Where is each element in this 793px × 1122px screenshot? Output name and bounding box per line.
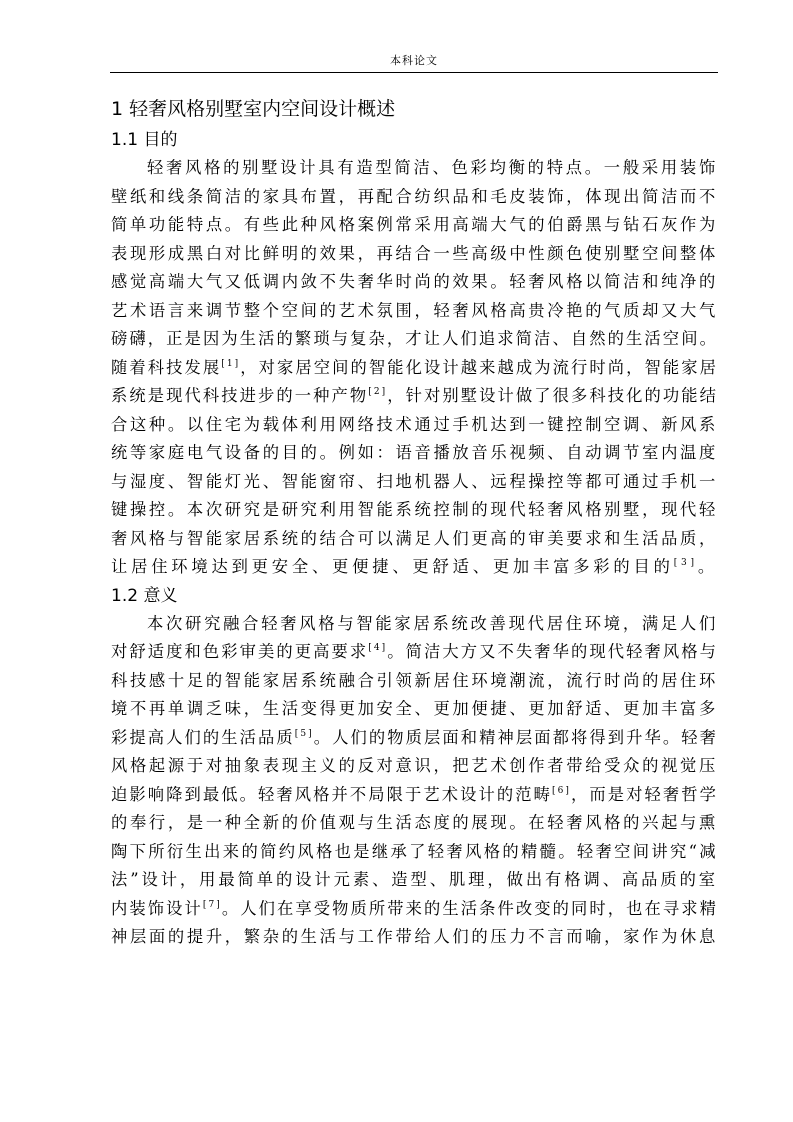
text-span: 对舒适度和色彩审美的更高要求 xyxy=(111,642,369,661)
text-span: 。 xyxy=(697,557,718,576)
text-line xyxy=(111,724,718,753)
text-span: 随着科技发展 xyxy=(111,357,222,377)
text-line xyxy=(111,895,718,924)
text-span: 。人们的物质层面和精神层面都将得到升华。轻奢 xyxy=(313,727,718,747)
text-line: 境不再单调乏味，生活变得更加安全、更加便捷、更加舒适、更加丰富多 xyxy=(111,699,718,718)
citation-ref: [6] xyxy=(551,785,571,796)
page-content xyxy=(111,94,718,952)
citation-ref: [1] xyxy=(221,358,241,369)
text-line: 法”设计，用最简单的设计元素、造型、肌理，做出有格调、高品质的室 xyxy=(111,870,718,889)
text-line: 与湿度、智能灯光、智能窗帘、扫地机器人、远程操控等都可通过手机一 xyxy=(111,471,718,491)
text-line: 的奉行，是一种全新的价值观与生活态度的展现。在轻奢风格的兴起与熏 xyxy=(111,813,718,832)
text-line: 风格起源于对抽象表现主义的反对意识，把艺术创作者带给受众的视觉压 xyxy=(111,756,718,775)
citation-ref: [7] xyxy=(202,899,222,910)
text-line: 键操控。本次研究是研究利用智能系统控制的现代轻奢风格别墅，现代轻 xyxy=(111,500,718,519)
text-line: 感觉高端大气又低调内敛不失奢华时尚的效果。轻奢风格以简洁和纯净的 xyxy=(111,272,718,291)
text-line: 合这种。以住宅为载体利用网络技术通过手机达到一键控制空调、新风系 xyxy=(111,414,718,434)
text-line: 简单功能特点。有些此种风格案例常采用高端大气的伯爵黑与钻石灰作为 xyxy=(111,215,718,234)
section-heading-purpose: 1.1 目的 xyxy=(111,130,178,150)
text-line: 科技感十足的智能家居系统融合引领新居住环境潮流，流行时尚的居住环 xyxy=(111,670,718,690)
citation-ref: [2] xyxy=(368,387,388,397)
section-body-purpose xyxy=(111,154,718,582)
citation-ref: [3] xyxy=(673,558,698,568)
text-line xyxy=(111,382,718,411)
text-span: ，针对别墅设计做了很多科技化的功能结 xyxy=(387,386,718,405)
text-span: 迫影响降到最低。轻奢风格并不局限于艺术设计的范畴 xyxy=(111,784,552,804)
citation-ref: [5] xyxy=(294,728,314,739)
text-line xyxy=(111,638,718,667)
text-span: 内装饰设计 xyxy=(111,898,203,918)
text-line: 表现形成黑白对比鲜明的效果，再结合一些高级中性颜色使别墅空间整体 xyxy=(111,243,718,263)
text-line: 磅礴，正是因为生活的繁琐与复杂，才让人们追求简洁、自然的生活空间。 xyxy=(111,329,718,348)
text-line: 陶下所衍生出来的简约风格也是继承了轻奢风格的精髓。轻奢空间讲究“减 xyxy=(111,841,718,861)
text-line xyxy=(111,781,718,810)
text-span: 彩提高人们的生活品质 xyxy=(111,727,295,747)
text-span: 。简洁大方又不失奢华的现代轻奢风格与 xyxy=(387,642,718,661)
chapter-heading: 1 轻奢风格别墅室内空间设计概述 xyxy=(111,98,396,120)
section-body-significance xyxy=(111,610,718,952)
section-heading-significance: 1.2 意义 xyxy=(111,585,178,606)
text-span: ，而是对轻奢哲学 xyxy=(571,784,718,804)
text-line: 轻奢风格的别墅设计具有造型简洁、色彩均衡的特点。一般采用装饰 xyxy=(147,158,718,177)
text-line: 艺术语言来调节整个空间的艺术氛围，轻奢风格高贵冷艳的气质却又大气 xyxy=(111,300,718,320)
citation-ref: [4] xyxy=(368,643,388,653)
text-line xyxy=(111,553,718,582)
text-line xyxy=(111,354,718,383)
header-rule xyxy=(110,72,718,73)
text-span: ，对家居空间的智能化设计越来越成为流行时尚，智能家居 xyxy=(240,357,718,377)
text-span: 系统是现代科技进步的一种产物 xyxy=(111,386,369,405)
text-span: 。人们在享受物质所带来的生活条件改变的同时，也在寻求精 xyxy=(221,898,718,918)
text-line: 本次研究融合轻奢风格与智能家居系统改善现代居住环境，满足人们 xyxy=(147,613,718,633)
text-line: 壁纸和线条简洁的家具布置，再配合纺织品和毛皮装饰，体现出简洁而不 xyxy=(111,186,718,206)
running-header: 本科论文 xyxy=(390,54,438,67)
text-span: 让居住环境达到更安全、更便捷、更舒适、更加丰富多彩的目的 xyxy=(111,557,674,576)
text-line: 统等家庭电气设备的目的。例如：语音播放音乐视频、自动调节室内温度 xyxy=(111,443,718,462)
text-line: 神层面的提升，繁杂的生活与工作带给人们的压力不言而喻，家作为休息 xyxy=(111,927,718,946)
text-line: 奢风格与智能家居系统的结合可以满足人们更高的审美要求和生活品质， xyxy=(111,528,718,548)
